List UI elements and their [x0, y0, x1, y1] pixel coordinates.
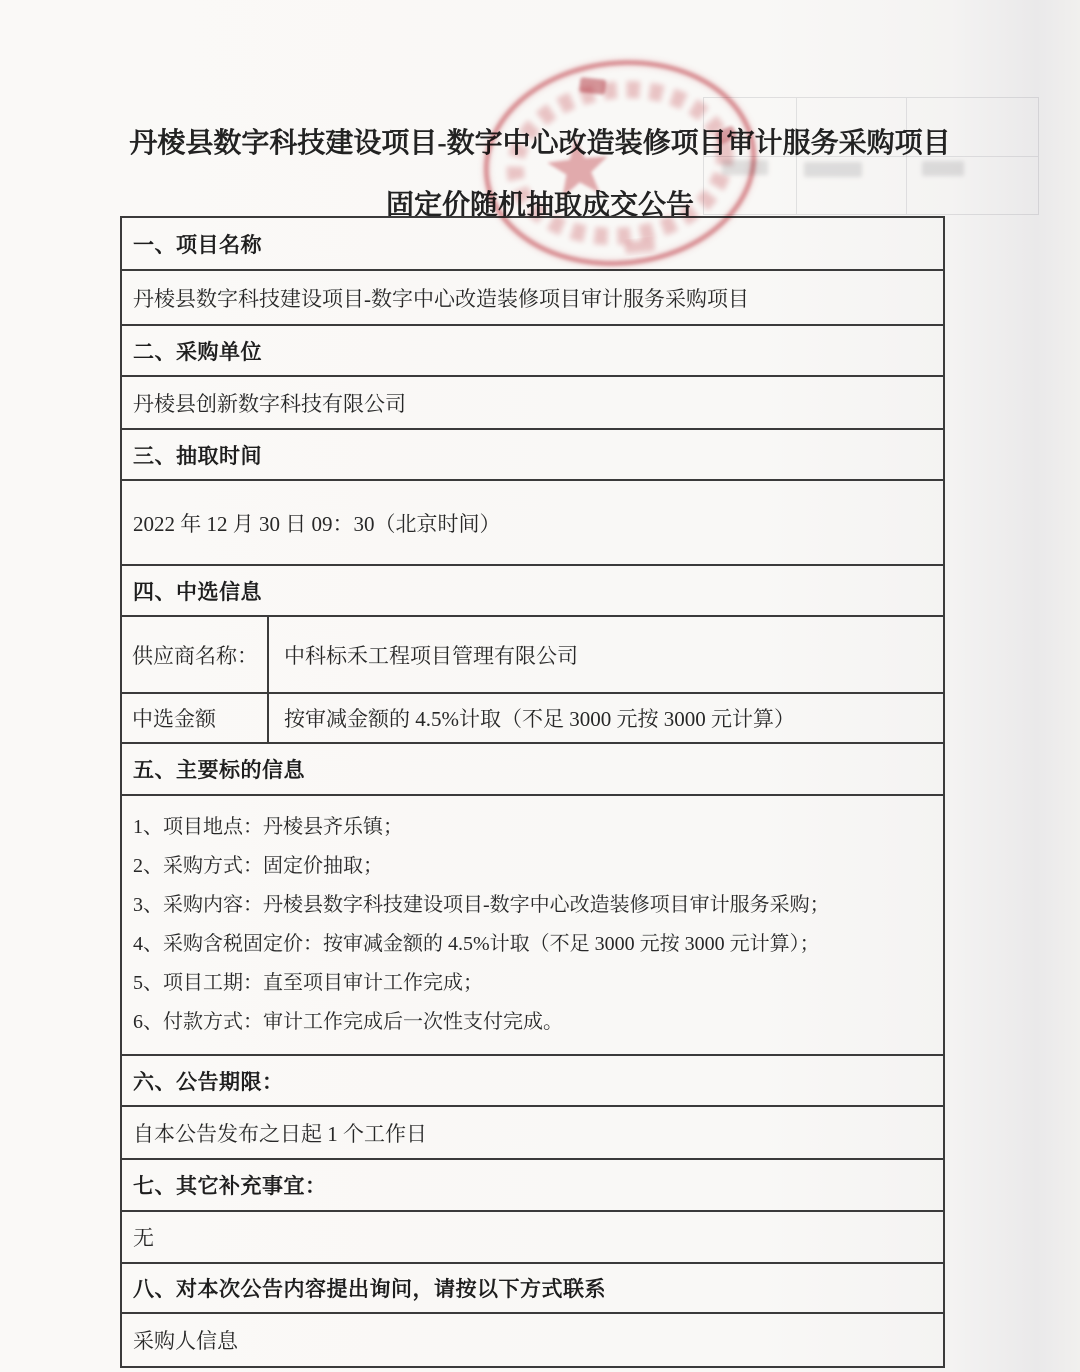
value-purchaser: 丹棱县创新数字科技有限公司 [122, 375, 943, 428]
scan-smudge [804, 162, 862, 177]
list-item-duration: 5、项目工期：直至项目审计工作完成； [133, 972, 483, 994]
scan-smudge [722, 160, 768, 175]
document-title-line1: 丹棱县数字科技建设项目-数字中心改造装修项目审计服务采购项目 [129, 128, 951, 159]
list-item-content: 3、采购内容：丹棱县数字科技建设项目-数字中心改造装修项目审计服务采购； [133, 894, 830, 916]
value-project-name: 丹棱县数字科技建设项目-数字中心改造装修项目审计服务采购项目 [122, 269, 943, 324]
list-item-payment: 6、付款方式：审计工作完成后一次性支付完成。 [133, 1011, 563, 1033]
supplier-name-row [122, 615, 943, 692]
heading-selection-info: 四、中选信息 [122, 564, 943, 615]
selected-amount-value: 按审减金额的 4.5%计取（不足 3000 元按 3000 元计算） [284, 707, 795, 731]
heading-other-matters: 七、其它补充事宜： [122, 1158, 943, 1210]
value-announcement-period: 自本公告发布之日起 1 个工作日 [122, 1105, 943, 1158]
list-item-method: 2、采购方式：固定价抽取； [133, 855, 383, 877]
scan-smudge [922, 161, 964, 176]
value-draw-time: 2022 年 12 月 30 日 09：30（北京时间） [122, 479, 943, 564]
supplier-name-label: 供应商名称： [122, 617, 269, 692]
heading-draw-time: 三、抽取时间 [122, 428, 943, 479]
heading-subject-info: 五、主要标的信息 [122, 742, 943, 794]
heading-purchaser: 二、采购单位 [122, 324, 943, 375]
heading-announcement-period: 六、公告期限： [122, 1054, 943, 1105]
supplier-name-value: 中科标禾工程项目管理有限公司 [284, 643, 578, 668]
selected-amount-label: 中选金额 [122, 694, 269, 742]
subject-info-list [122, 794, 943, 1054]
value-other-matters: 无 [122, 1210, 943, 1262]
heading-project-name: 一、项目名称 [133, 232, 262, 257]
announcement-table [120, 216, 945, 1368]
value-purchaser-info: 采购人信息 [122, 1312, 943, 1366]
document-title-line2: 固定价随机抽取成交公告 [385, 190, 694, 221]
selected-amount-row [122, 692, 943, 742]
list-item-fixed-price: 4、采购含税固定价：按审减金额的 4.5%计取（不足 3000 元按 3000 元计算）； [133, 933, 820, 955]
list-item-location: 1、项目地点：丹棱县齐乐镇； [133, 816, 403, 838]
heading-contact-info: 八、对本次公告内容提出询问，请按以下方式联系 [122, 1262, 943, 1312]
